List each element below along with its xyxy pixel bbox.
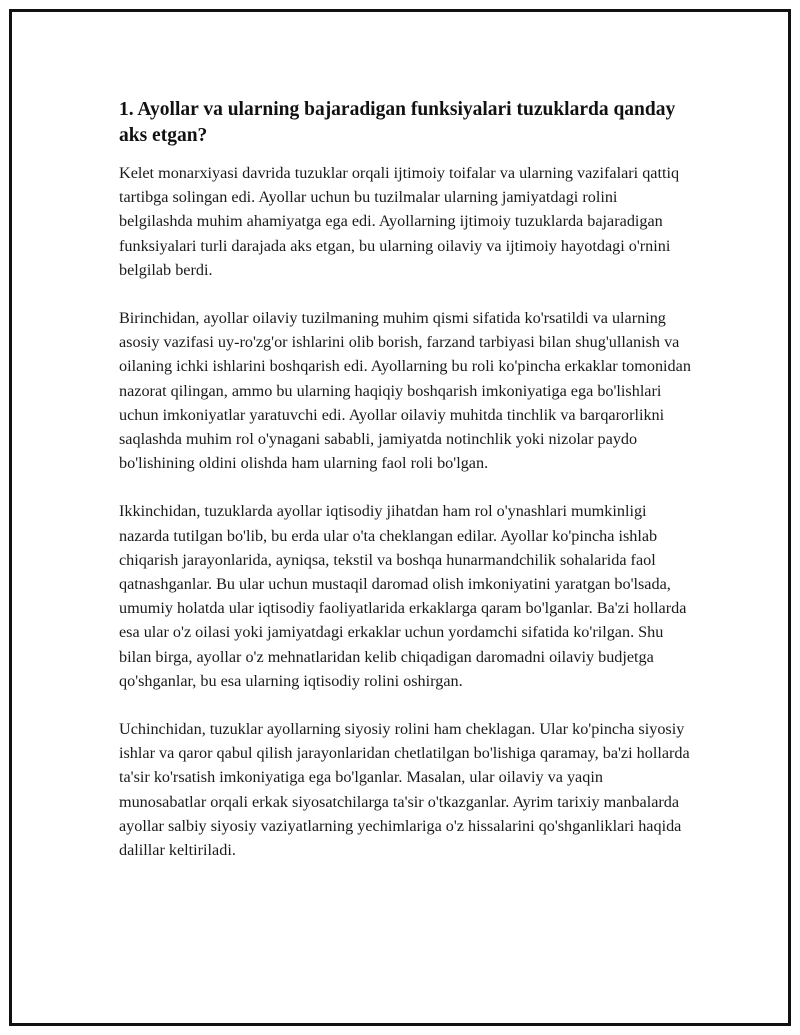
page-frame [9,9,791,1026]
paragraph-second-point: Ikkinchidan, tuzuklarda ayollar iqtisodiy jihatdan ham rol o'ynashlari mumkinligi nazarda tutilgan bo'lib, bu erda ular o'ta cheklangan edilar. Ayollar ko'pincha ishlab chiqarish jarayonlarida, ayniqsa, tekstil va boshqa hunarmandchilik sohalarida faol qatnashganlar. Bu ular uchun mustaqil daromad olish imkoniyatini yaratgan bo'lsada, umumiy holatda ular iqtisodiy faoliyatlarida erkaklarga qaram bo'lganlar. Ba'zi hollarda esa ular o'z oilasi yoki jamiyatdagi erkaklar uchun yordamchi sifatida ko'rilgan. Shu bilan birga, ayollar o'z mehnatlaridan kelib chiqadigan daromadni oilaviy budjetga qo'shganlar, bu esa ularning iqtisodiy rolini oshirgan. [119,502,687,690]
document-heading: 1. Ayollar va ularning bajaradigan funksiyalari tuzuklarda qanday aks etgan? [119,99,676,146]
paragraph-first-point: Birinchidan, ayollar oilaviy tuzilmaning muhim qismi sifatida ko'rsatildi va ularning asosiy vazifasi uy-ro'zg'or ishlarini olib borish, farzand tarbiyasi bilan shug'ullanish va oilaning ichki ishlarini boshqarish edi. Ayollarning bu roli ko'pincha erkaklar tomonidan nazorat qilingan, ammo bu ularning haqiqiy boshqarish imkoniyatiga ega bo'lishlari uchun imkoniyatlar yaratuvchi edi. Ayollar oilaviy muhitda tinchlik va barqarorlikni saqlashda muhim rol o'ynagani sababli, jamiyatda notinchlik yoki nizolar paydo bo'lishining oldini olishda ham ularning faol roli bo'lgan. [119,309,691,473]
paragraph-intro: Kelet monarxiyasi davrida tuzuklar orqali ijtimoiy toifalar va ularning vazifalari qattiq tartibga solingan edi. Ayollar uchun bu tuzilmalar ularning jamiyatdagi rolini belgilashda muhim ahamiyatga ega edi. Ayollarning ijtimoiy tuzuklarda bajaradigan funksiyalari turli darajada aks etgan, bu ularning oilaviy va ijtimoiy hayotdagi o'rnini belgilab berdi. [119,164,680,279]
document-body [119,97,694,886]
paragraph-third-point: Uchinchidan, tuzuklar ayollarning siyosiy rolini ham cheklagan. Ular ko'pincha siyosiy ishlar va qaror qabul qilish jarayonlaridan chetlatilgan bo'lishiga qaramay, ba'zi hollarda ta'sir ko'rsatish imkoniyatiga ega bo'lganlar. Masalan, ular oilaviy va yaqin munosabatlar orqali erkak siyosatchilarga ta'sir o'tkazganlar. Ayrim tarixiy manbalarda ayollar salbiy siyosiy vaziyatlarning yechimlariga o'z hissalarini qo'shganliklari haqida dalillar keltiriladi. [119,720,690,860]
